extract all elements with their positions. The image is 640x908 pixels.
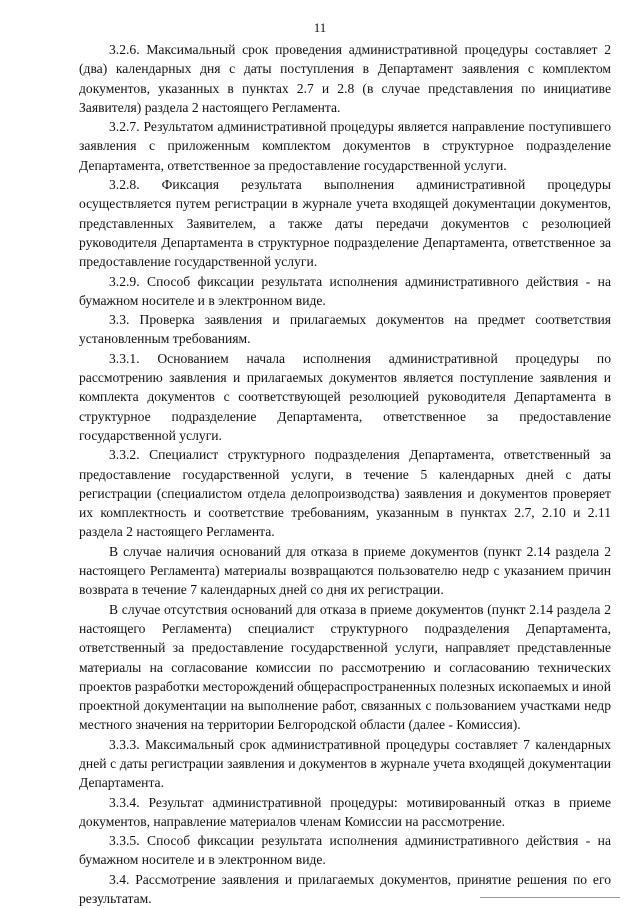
paragraph-refusal-case: В случае наличия оснований для отказа в приеме документов (пункт 2.14 раздела 2 настоящего Регламента) материалы возвращаются пользователю недр с указанием причин возврата в течение 7 календарных дней со дня их регистрации. [79,543,611,598]
paragraph-3-3-3: 3.3.3. Максимальный срок административной процедуры составляет 7 календарных дней с даты регистрации заявления и документов в журнале учета входящей документации Департамента. [79,736,611,791]
paragraph-3-3-2: 3.3.2. Специалист структурного подразделения Департамента, ответственный за предоставление государственной услуги, в течение 5 календарных дней с даты регистрации (специалистом отдела делопроизводства) заявления и документов проверяет их комплектность и соответствие требованиям, указанным в пунктах 2.7, 2.10 и 2.11 раздела 2 настоящего Регламента. [79,447,611,540]
paragraph-3-2-6: 3.2.6. Максимальный срок проведения административной процедуры составляет 2 (два) календарных дня с даты поступления в Департамент заявления с комплектом документов, указанных в пунктах 2.7 и 2.8 (в случае представления по инициативе Заявителя) раздела 2 настоящего Регламента. [79,42,611,115]
page-number: 11 [313,20,327,35]
scan-edge-line [480,897,620,898]
paragraph-no-refusal-case: В случае отсутствия оснований для отказа в приеме документов (пункт 2.14 раздела 2 настоящего Регламента) специалист структурного подразделения Департамента, ответственный за предоставление государственной услуги, направляет представленные материалы на согласование комиссии по рассмотрению и согласованию технических проектов разработки месторождений общераспространенных полезных ископаемых и иной проектной документации на выполнение работ, связанных с пользованием участками недр местного значения на территории Белгородской области (далее - Комиссия). [79,601,611,733]
paragraph-3-3-5: 3.3.5. Способ фиксации результата исполнения административного действия - на бумажном носителе и в электронном виде. [79,833,611,868]
document-body [79,40,611,908]
paragraph-3-3: 3.3. Проверка заявления и прилагаемых документов на предмет соответствия установленным требованиям. [79,312,611,347]
paragraph-3-2-8: 3.2.8. Фиксация результата выполнения административной процедуры осуществляется путем регистрации в журнале учета входящей документации документов, представленных Заявителем, а также даты передачи документов с резолюцией руководителя Департамента в структурное подразделение Департамента, ответственное за предоставление государственной услуги. [79,177,611,270]
paragraph-3-2-7: 3.2.7. Результатом административной процедуры является направление поступившего заявления с приложенным комплектом документов в структурное подразделение Департамента, ответственное за предоставление государственной услуги. [79,119,611,173]
paragraph-3-4: 3.4. Рассмотрение заявления и прилагаемых документов, принятие решения по его результатам. [79,871,611,907]
paragraph-3-3-1: 3.3.1. Основанием начала исполнения административной процедуры по рассмотрению заявления и прилагаемых документов является поступление заявления и комплекта документов с соответствующей резолюцией руководителя Департамента в структурное подразделение Департамента, ответственное за предоставление государственной услуги. [79,350,611,443]
paragraph-3-3-4: 3.3.4. Результат административной процедуры: мотивированный отказ в приеме документов, направление материалов членам Комиссии на рассмотрение. [79,794,611,829]
paragraph-3-2-9: 3.2.9. Способ фиксации результата исполнения административного действия - на бумажном носителе и в электронном виде. [79,273,611,308]
